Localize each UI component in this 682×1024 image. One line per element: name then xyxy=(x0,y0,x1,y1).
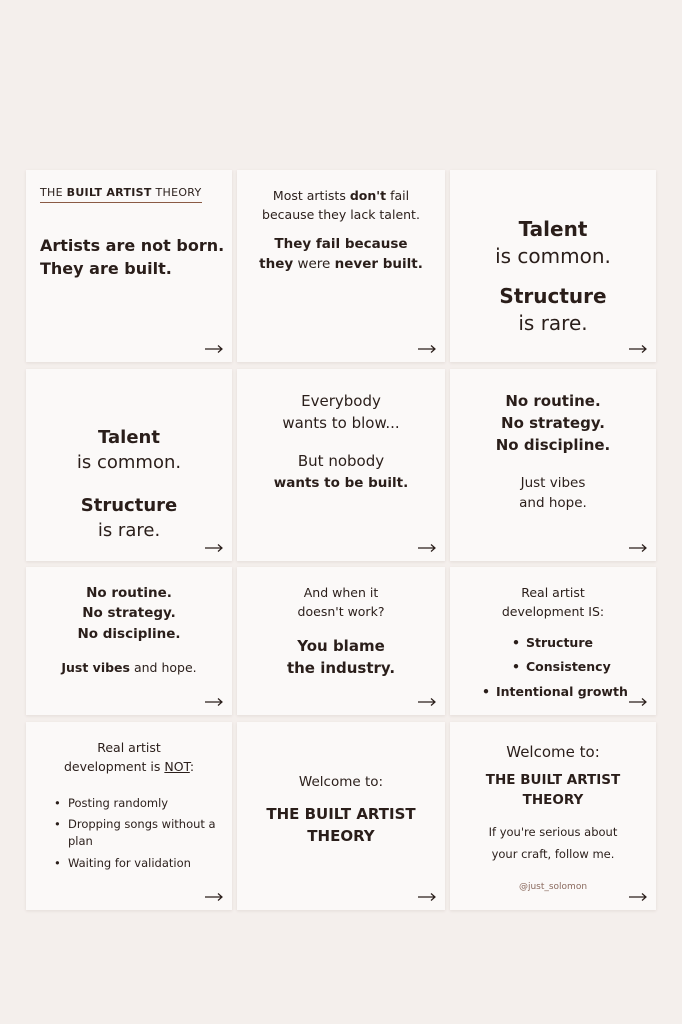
slide-card-6[interactable] xyxy=(450,369,656,561)
slide-card-2[interactable] xyxy=(237,170,445,362)
text-line-2: THE BUILT ARTIST xyxy=(485,772,621,788)
text-line-2: is common. xyxy=(76,452,182,474)
slide-card-3[interactable] xyxy=(450,170,656,362)
not-list xyxy=(54,794,226,872)
text-line-1: Everybody xyxy=(301,392,381,410)
text-line-4: is rare. xyxy=(518,311,588,335)
arrow-right-icon[interactable] xyxy=(417,543,437,553)
arrow-right-icon[interactable] xyxy=(204,344,224,354)
not-emphasis: NOT xyxy=(164,759,190,775)
text-line-4: they were never built. xyxy=(259,256,423,273)
text-line-4: Just vibes xyxy=(520,475,586,491)
text-line-4: If you're serious about xyxy=(488,825,618,839)
text-line-3: THEORY xyxy=(307,826,375,845)
text-line-2: No strategy. xyxy=(501,413,605,432)
list-item: • Posting randomly xyxy=(54,794,226,812)
text-line-5: and hope. xyxy=(519,495,587,512)
series-header xyxy=(40,186,202,203)
slide-card-9[interactable] xyxy=(450,567,656,715)
slide-card-1[interactable] xyxy=(26,170,232,362)
text-line-2: because they lack talent. xyxy=(262,207,420,223)
slide-card-10[interactable] xyxy=(26,722,232,910)
text-line-4: the industry. xyxy=(286,658,396,677)
arrow-right-icon[interactable] xyxy=(204,697,224,707)
text-line-3: THEORY xyxy=(522,792,584,809)
text-line-1: Most artists don't fail xyxy=(272,188,410,203)
arrow-right-icon[interactable] xyxy=(628,892,648,902)
text-line-1: And when it xyxy=(303,585,379,600)
arrow-right-icon[interactable] xyxy=(204,892,224,902)
header-lead: THE xyxy=(40,186,63,199)
social-handle[interactable]: @just_solomon xyxy=(518,882,588,892)
text-line-1: Welcome to: xyxy=(506,743,600,761)
text-line-1: No routine. xyxy=(86,585,172,601)
list-item: • Dropping songs without a plan xyxy=(54,816,226,849)
text-line-5: your craft, follow me. xyxy=(491,846,615,861)
arrow-right-icon[interactable] xyxy=(417,697,437,707)
arrow-right-icon[interactable] xyxy=(204,543,224,553)
list-item: • Waiting for validation xyxy=(54,854,226,872)
text-line-2: No strategy. xyxy=(82,605,176,622)
text-line-2: doesn't work? xyxy=(297,604,385,620)
arrow-right-icon[interactable] xyxy=(417,892,437,902)
text-line-4: wants to be built. xyxy=(273,474,409,491)
slide-card-7[interactable] xyxy=(26,567,232,715)
is-list xyxy=(480,631,628,704)
text-line-3: They fail because xyxy=(274,236,408,252)
text-line-1: Real artist xyxy=(521,585,585,600)
text-line-3: But nobody xyxy=(297,452,385,470)
text-line-1: No routine. xyxy=(505,392,601,410)
text-line-3: No discipline. xyxy=(495,435,611,454)
text-line-3: Structure xyxy=(499,284,607,308)
slide-card-11[interactable] xyxy=(237,722,445,910)
text-line-2: wants to blow... xyxy=(282,413,400,432)
slide-card-12[interactable] xyxy=(450,722,656,910)
headline-line-1: Artists are not born. xyxy=(40,236,225,255)
text-line-3: Structure xyxy=(80,495,178,516)
text-line-2: THE BUILT ARTIST xyxy=(266,805,416,823)
list-item: • Consistency xyxy=(512,655,628,679)
slide-card-5[interactable] xyxy=(237,369,445,561)
slide-card-8[interactable] xyxy=(237,567,445,715)
header-bold: BUILT ARTIST xyxy=(66,186,152,199)
arrow-right-icon[interactable] xyxy=(628,344,648,354)
text-line-1: Talent xyxy=(98,427,160,448)
arrow-right-icon[interactable] xyxy=(628,697,648,707)
text-line-1: Talent xyxy=(518,217,588,241)
text-line-2: development is NOT: xyxy=(63,759,195,775)
list-item: • Structure xyxy=(512,631,628,655)
header-tail: THEORY xyxy=(155,186,202,199)
arrow-right-icon[interactable] xyxy=(628,543,648,553)
list-item: • Intentional growth xyxy=(482,680,628,704)
text-line-3: No discipline. xyxy=(77,625,181,642)
text-line-3: You blame xyxy=(297,637,385,655)
headline-line-2: They are built. xyxy=(40,259,172,279)
text-line-2: is common. xyxy=(495,244,611,268)
text-line-4: Just vibes and hope. xyxy=(61,660,197,675)
text-line-4: is rare. xyxy=(97,520,161,542)
text-line-2: development IS: xyxy=(501,604,605,620)
text-line-1: Real artist xyxy=(97,740,161,755)
slide-card-4[interactable] xyxy=(26,369,232,561)
arrow-right-icon[interactable] xyxy=(417,344,437,354)
text-line-1: Welcome to: xyxy=(298,774,384,790)
